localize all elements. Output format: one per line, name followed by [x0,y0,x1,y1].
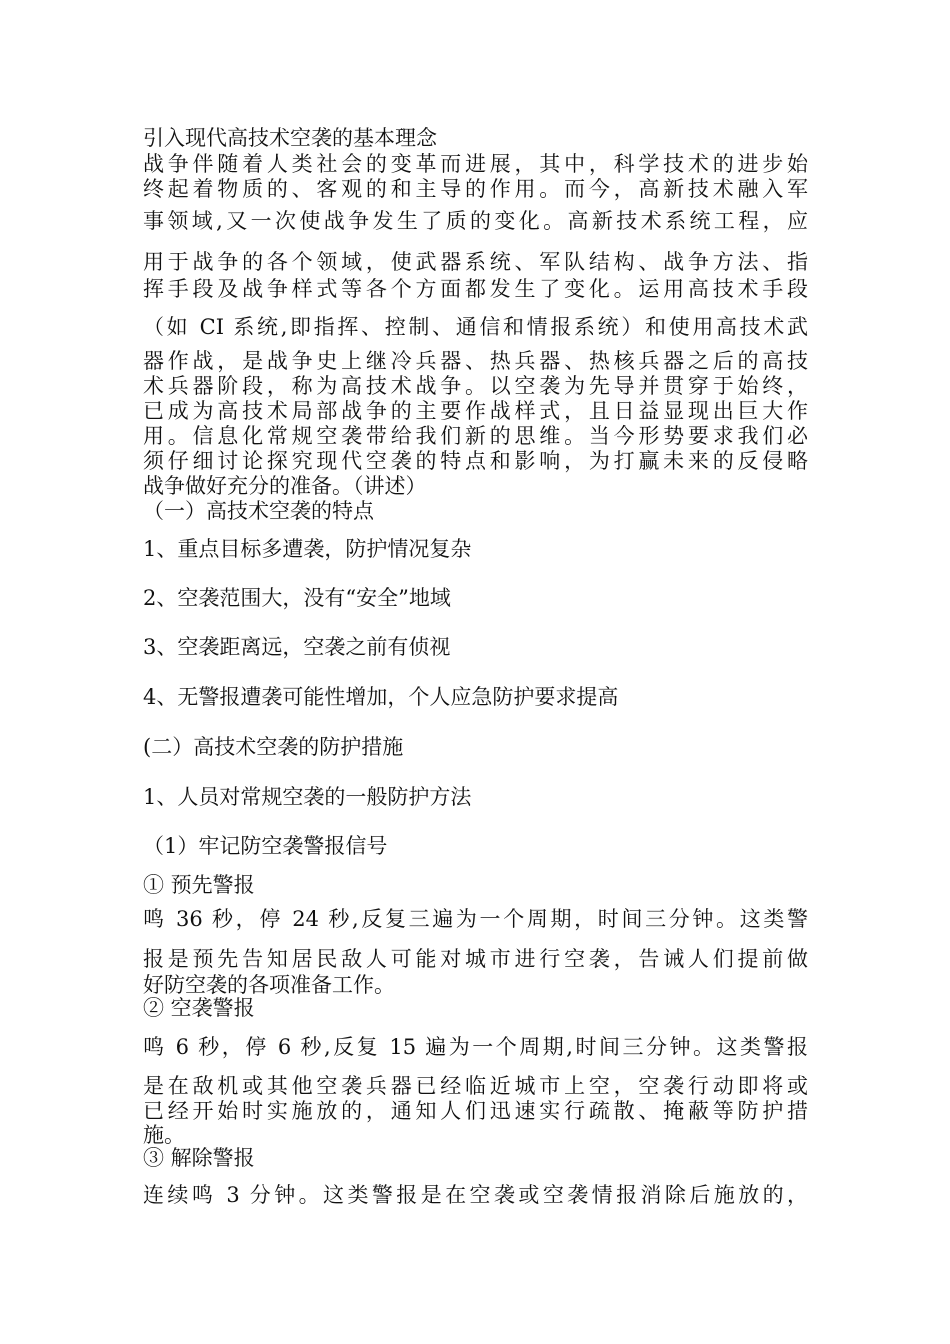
intro-line: 用。信息化常规空袭带给我们新的思维。当今形势要求我们必 [143,424,808,448]
document-title: 引入现代高技术空袭的基本理念 [143,126,437,150]
intro-line: （如 CI 系统,即指挥、控制、通信和情报系统）和使用高技术武 [143,315,808,339]
list-item: 2、空袭范围大，没有“安全”地域 [143,586,451,610]
intro-line: 器作战，是战争史上继冷兵器、热兵器、热核兵器之后的高技 [143,349,808,373]
intro-line: 已成为高技术局部战争的主要作战样式，且日益显现出巨大作 [143,399,808,423]
section-heading: （一）高技术空袭的特点 [143,499,374,523]
intro-line: 须仔细讨论探究现代空袭的特点和影响，为打赢未来的反侵略 [143,449,808,473]
list-item: 3、空袭距离远，空袭之前有侦视 [143,635,451,659]
subsection-heading: （1）牢记防空袭警报信号 [143,834,388,858]
alarm-text-line: 已经开始时实施放的，通知人们迅速实行疏散、掩蔽等防护措 [143,1099,808,1123]
intro-line: 事领域,又一次使战争发生了质的变化。高新技术系统工程，应 [143,209,808,233]
list-item: 4、无警报遭袭可能性增加，个人应急防护要求提高 [143,685,619,709]
intro-line: 终起着物质的、客观的和主导的作用。而今，高新技术融入军 [143,177,808,201]
intro-line: 挥手段及战争样式等各个方面都发生了变化。运用高技术手段 [143,277,808,301]
intro-line: 战争做好充分的准备。（讲述） [143,474,427,498]
alarm-text-line: 鸣 36 秒，停 24 秒,反复三遍为一个周期，时间三分钟。这类警 [143,907,808,931]
alarm-text-line: 是在敌机或其他空袭兵器已经临近城市上空，空袭行动即将或 [143,1074,808,1098]
alarm-text-line: 连续鸣 3 分钟。这类警报是在空袭或空袭情报消除后施放的， [143,1183,808,1207]
intro-line: 术兵器阶段，称为高技术战争。以空袭为先导并贯穿于始终， [143,374,808,398]
section-heading: (二）高技术空袭的防护措施 [143,735,404,759]
alarm-text-line: 鸣 6 秒，停 6 秒,反复 15 遍为一个周期,时间三分钟。这类警报 [143,1035,808,1059]
alarm-text-line: 报是预先告知居民敌人可能对城市进行空袭，告诫人们提前做 [143,947,808,971]
intro-line: 用于战争的各个领域，使武器系统、军队结构、战争方法、指 [143,250,808,274]
alarm-label: ② 空袭警报 [143,996,255,1020]
alarm-label: ① 预先警报 [143,873,255,897]
subsection-heading: 1、人员对常规空袭的一般防护方法 [143,785,472,809]
alarm-text-line: 施。 [143,1123,185,1147]
alarm-label: ③ 解除警报 [143,1146,255,1170]
alarm-text-line: 好防空袭的各项准备工作。 [143,973,395,997]
list-item: 1、重点目标多遭袭，防护情况复杂 [143,537,472,561]
intro-line: 战争伴随着人类社会的变革而进展，其中，科学技术的进步始 [143,152,808,176]
